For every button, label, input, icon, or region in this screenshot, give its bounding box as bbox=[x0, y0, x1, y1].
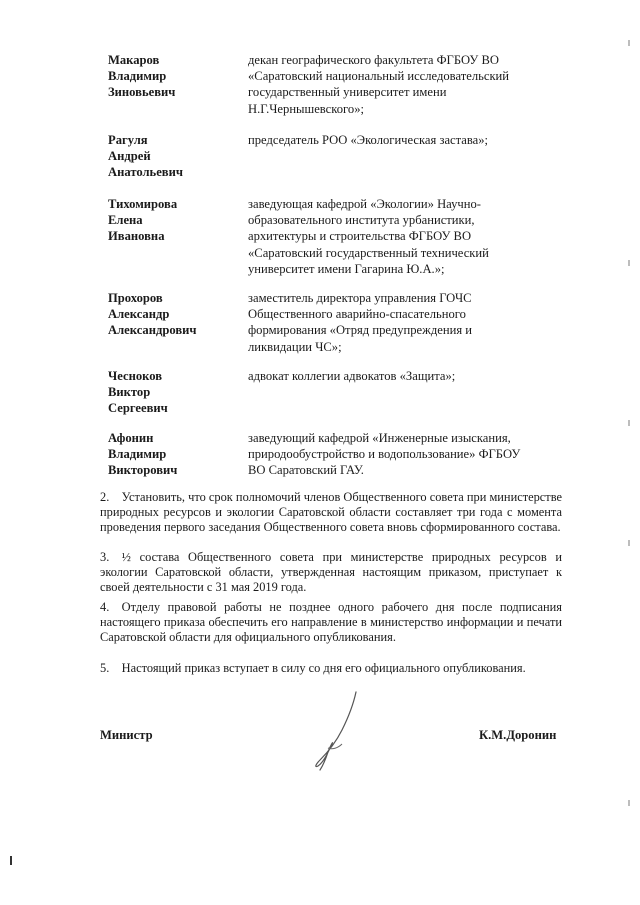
scan-mark bbox=[628, 40, 630, 46]
member-entry bbox=[108, 368, 560, 417]
member-name bbox=[108, 368, 248, 417]
member-patronymic: Сергеевич bbox=[108, 401, 168, 416]
member-entry bbox=[108, 132, 560, 181]
scan-mark bbox=[10, 856, 12, 865]
member-entry bbox=[108, 290, 560, 355]
member-surname: Афонин bbox=[108, 431, 154, 445]
member-patronymic: Ивановна bbox=[108, 229, 165, 244]
paragraph-2: 2. Установить, что срок полномочий членов Общественного совета при министерстве природных ресурсов и экологии Саратовской области составляет три года с момента проведения первого заседания Общественного совета вновь сформированного состава. bbox=[100, 490, 562, 535]
member-patronymic: Анатольевич bbox=[108, 165, 183, 180]
scan-mark bbox=[628, 800, 630, 806]
member-role bbox=[248, 290, 560, 355]
member-surname: Прохоров bbox=[108, 291, 163, 305]
role-line: образовательного института урбанистики, bbox=[248, 213, 475, 228]
role-line: формирования «Отряд предупреждения и bbox=[248, 323, 473, 338]
member-patronymic: Александрович bbox=[108, 323, 197, 338]
member-first-name: Виктор bbox=[108, 385, 151, 400]
member-role bbox=[248, 368, 560, 417]
member-patronymic: Викторович bbox=[108, 463, 178, 478]
member-first-name: Александр bbox=[108, 307, 170, 322]
paragraph-3: 3. ½ состава Общественного совета при министерстве природных ресурсов и экологии Саратовской области, утвержденная настоящим приказом, приступает к своей деятельности с 31 мая 2019 года. bbox=[100, 550, 562, 595]
role-line: заведующий кафедрой «Инженерные изыскания, bbox=[248, 431, 511, 445]
role-line: заместитель директора управления ГОЧС bbox=[248, 291, 472, 305]
member-name bbox=[108, 290, 248, 355]
member-name bbox=[108, 132, 248, 181]
member-entry bbox=[108, 430, 560, 479]
member-role bbox=[248, 132, 560, 181]
member-name bbox=[108, 196, 248, 277]
role-line: «Саратовский государственный технический bbox=[248, 245, 489, 260]
role-line: декан географического факультета ФГБОУ ВО bbox=[248, 53, 499, 67]
scan-mark bbox=[628, 260, 630, 266]
role-line: государственный университет имени bbox=[248, 85, 447, 100]
signatory-name: К.М.Доронин bbox=[479, 728, 557, 742]
scan-mark bbox=[628, 420, 630, 426]
member-role bbox=[248, 430, 560, 479]
paragraph-5: 5. Настоящий приказ вступает в силу со дня его официального опубликования. bbox=[100, 661, 526, 675]
role-line: природообустройство и водопользование» ФГБОУ bbox=[248, 447, 521, 462]
member-patronymic: Зиновьевич bbox=[108, 85, 176, 100]
role-line: Н.Г.Чернышевского»; bbox=[248, 101, 364, 116]
member-surname: Рагуля bbox=[108, 133, 148, 147]
handwritten-signature bbox=[298, 688, 368, 778]
paragraph-4: 4. Отделу правовой работы не позднее одного рабочего дня после подписания настоящего приказа обеспечить его направление в министерство информации и печати Саратовской области для официального опубликования. bbox=[100, 600, 562, 645]
role-line: заведующая кафедрой «Экологии» Научно- bbox=[248, 197, 481, 211]
member-name bbox=[108, 430, 248, 479]
member-name bbox=[108, 52, 248, 117]
member-first-name: Владимир bbox=[108, 69, 167, 84]
role-line: архитектуры и строительства ФГБОУ ВО bbox=[248, 229, 472, 244]
role-line: «Саратовский национальный исследовательский bbox=[248, 69, 510, 84]
role-line: ликвидации ЧС»; bbox=[248, 339, 342, 354]
role-line: университет имени Гагарина Ю.А.»; bbox=[248, 261, 445, 276]
role-line: адвокат коллегии адвокатов «Защита»; bbox=[248, 369, 456, 383]
member-first-name: Владимир bbox=[108, 447, 167, 462]
member-role bbox=[248, 196, 560, 277]
member-first-name: Андрей bbox=[108, 149, 151, 164]
role-line: председатель РОО «Экологическая застава»; bbox=[248, 133, 489, 147]
member-role bbox=[248, 52, 560, 117]
role-line: Общественного аварийно-спасательного bbox=[248, 307, 466, 322]
member-surname: Тихомирова bbox=[108, 197, 178, 211]
member-entry bbox=[108, 52, 560, 117]
member-first-name: Елена bbox=[108, 213, 143, 228]
signatory-position: Министр bbox=[100, 728, 153, 742]
member-entry bbox=[108, 196, 560, 277]
member-surname: Чесноков bbox=[108, 369, 163, 383]
scan-mark bbox=[628, 540, 630, 546]
member-surname: Макаров bbox=[108, 53, 160, 67]
role-line: ВО Саратовский ГАУ. bbox=[248, 463, 364, 478]
